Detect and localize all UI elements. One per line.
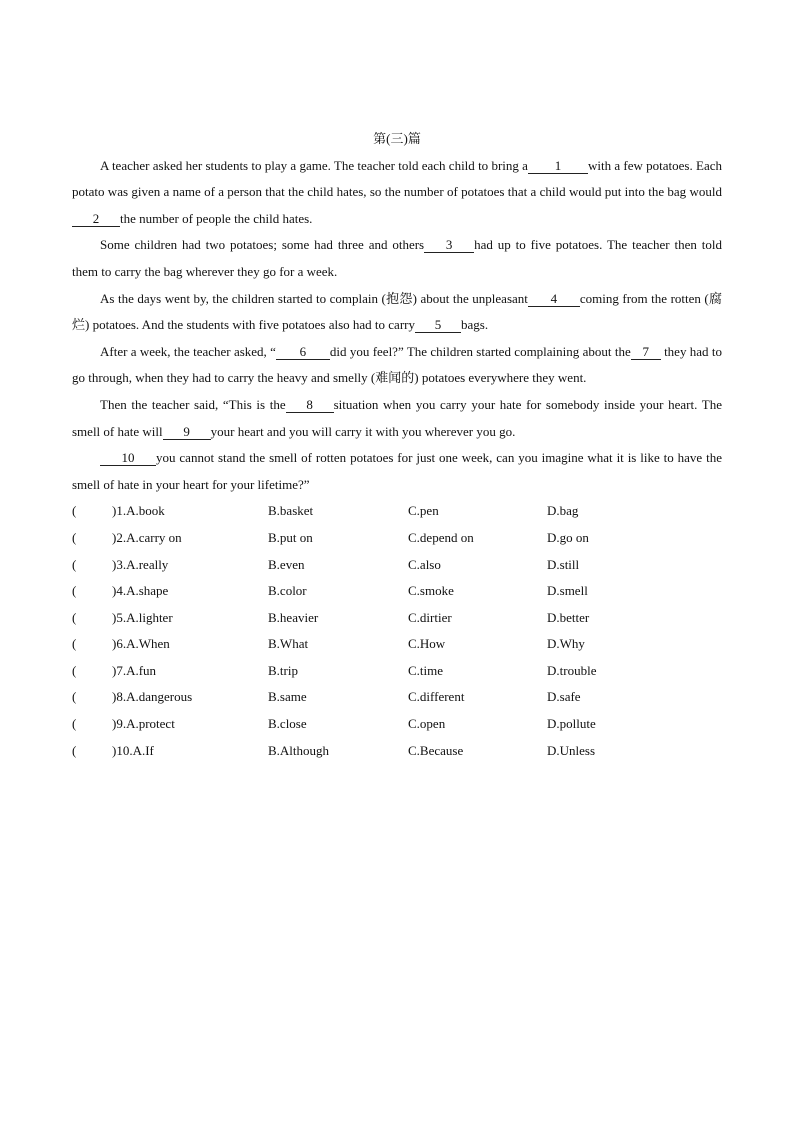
paragraph-text: situation when you carry your hate for somebody inside your heart. The smell of hate will bbox=[72, 396, 722, 439]
option-b: B.close bbox=[268, 716, 307, 732]
option-a: )4.A.shape bbox=[112, 583, 169, 599]
question-row bbox=[72, 552, 722, 579]
question-row bbox=[72, 738, 722, 765]
paragraph-text: As the days went by, the children started to complain (抱怨) about the unpleasant bbox=[100, 290, 528, 306]
option-a: )1.A.book bbox=[112, 503, 165, 519]
question-cell bbox=[72, 711, 268, 738]
option-d: D.Why bbox=[547, 636, 585, 652]
question-cell bbox=[72, 525, 268, 552]
question-cell bbox=[72, 631, 268, 658]
blank-2 bbox=[72, 212, 120, 227]
option-c: C.different bbox=[408, 689, 465, 705]
option-c: C.time bbox=[408, 662, 444, 678]
option-a: )8.A.dangerous bbox=[112, 689, 193, 705]
option-c: C.open bbox=[408, 716, 446, 732]
blank-number: 8 bbox=[306, 396, 313, 412]
document-page bbox=[72, 126, 722, 764]
option-d: D.trouble bbox=[547, 662, 597, 678]
paragraph-text: coming from the rotten (腐烂) potatoes. And the students with five potatoes also had to carry bbox=[72, 290, 722, 333]
answer-bracket-open[interactable]: ( bbox=[72, 583, 77, 599]
answer-bracket-open[interactable]: ( bbox=[72, 716, 77, 732]
option-d: D.pollute bbox=[547, 716, 596, 732]
blank-number: 6 bbox=[299, 343, 307, 359]
paragraph-text: your heart and you will carry it with you wherever you go. bbox=[210, 423, 516, 439]
blank-number: 5 bbox=[434, 317, 442, 333]
question-row bbox=[72, 631, 722, 658]
paragraph-text: A teacher asked her students to play a game. The teacher told each child to bring a bbox=[100, 157, 528, 173]
option-b: B.same bbox=[268, 689, 307, 705]
blank-number: 4 bbox=[550, 290, 558, 306]
question-cell bbox=[72, 498, 268, 525]
option-d: D.Unless bbox=[547, 742, 596, 758]
option-c: C.pen bbox=[408, 503, 439, 519]
blank-number: 10 bbox=[121, 450, 135, 466]
answer-bracket-open[interactable]: ( bbox=[72, 636, 77, 652]
option-b: B.trip bbox=[268, 662, 298, 678]
paragraph-text: you cannot stand the smell of rotten potatoes for just one week, can you imagine what it is like to have the smell of hate in your heart for your lifetime?” bbox=[72, 450, 722, 492]
question-cell bbox=[72, 605, 268, 632]
answer-bracket-open[interactable]: ( bbox=[72, 742, 77, 758]
question-cell bbox=[72, 738, 268, 765]
option-a: )9.A.protect bbox=[112, 716, 175, 732]
blank-number: 7 bbox=[642, 343, 649, 359]
paragraph-text: had up to five potatoes. The teacher then told them to carry the bag wherever they go for a week. bbox=[72, 237, 722, 279]
paragraph-4 bbox=[72, 339, 722, 392]
option-a: )7.A.fun bbox=[112, 662, 157, 678]
answer-bracket-open[interactable]: ( bbox=[72, 662, 77, 678]
question-row bbox=[72, 684, 722, 711]
paragraph-text: bags. bbox=[460, 317, 489, 333]
option-c: C.How bbox=[408, 636, 446, 652]
option-b: B.What bbox=[268, 636, 309, 652]
blank-number: 2 bbox=[92, 210, 100, 226]
question-row bbox=[72, 498, 722, 525]
paragraph-text: After a week, the teacher asked, “ bbox=[100, 343, 276, 359]
option-b: B.basket bbox=[268, 503, 314, 519]
option-d: D.go on bbox=[547, 529, 589, 545]
option-a: )2.A.carry on bbox=[112, 529, 182, 545]
paragraph-text: the number of people the child hates. bbox=[120, 210, 313, 226]
option-c: C.dirtier bbox=[408, 609, 452, 625]
passage-title: 第(三)篇 bbox=[373, 131, 421, 146]
answer-bracket-open[interactable]: ( bbox=[72, 689, 77, 705]
option-d: D.safe bbox=[547, 689, 581, 705]
answer-options bbox=[72, 498, 722, 764]
paragraph-text: they had to go through, when they had to carry the heavy and smelly (难闻的) potatoes everywhere they went. bbox=[72, 343, 722, 386]
option-b: B.color bbox=[268, 583, 307, 599]
answer-bracket-open[interactable]: ( bbox=[72, 556, 77, 572]
option-a: )5.A.lighter bbox=[112, 609, 173, 625]
blank-1 bbox=[528, 159, 588, 174]
question-cell bbox=[72, 684, 268, 711]
option-a: )3.A.really bbox=[112, 556, 169, 572]
paragraph-text: with a few potatoes. Each potato was given a name of a person that the child hates, so the number of potatoes that a child would put into the bag would bbox=[72, 157, 722, 200]
option-d: D.better bbox=[547, 609, 590, 625]
option-d: D.bag bbox=[547, 503, 579, 519]
option-c: C.depend on bbox=[408, 529, 474, 545]
answer-bracket-open[interactable]: ( bbox=[72, 503, 77, 519]
option-b: B.even bbox=[268, 556, 305, 572]
paragraph-text: Then the teacher said, “This is the bbox=[100, 396, 286, 412]
question-cell bbox=[72, 552, 268, 579]
option-b: B.heavier bbox=[268, 609, 319, 625]
question-cell bbox=[72, 578, 268, 605]
option-a: )10.A.If bbox=[112, 742, 154, 758]
question-row bbox=[72, 525, 722, 552]
option-b: B.put on bbox=[268, 529, 313, 545]
question-row bbox=[72, 658, 722, 685]
blank-7 bbox=[631, 345, 661, 360]
option-d: D.still bbox=[547, 556, 580, 572]
question-row bbox=[72, 605, 722, 632]
blank-5 bbox=[415, 318, 461, 333]
blank-9 bbox=[163, 425, 211, 440]
paragraph-text: Some children had two potatoes; some had three and others bbox=[100, 237, 425, 253]
blank-4 bbox=[528, 292, 580, 307]
option-d: D.smell bbox=[547, 583, 588, 599]
blank-number: 9 bbox=[183, 423, 190, 439]
blank-3 bbox=[424, 238, 474, 253]
blank-6 bbox=[276, 345, 330, 360]
answer-bracket-open[interactable]: ( bbox=[72, 529, 77, 545]
blank-8 bbox=[286, 398, 334, 413]
paragraph-1 bbox=[72, 153, 722, 233]
answer-bracket-open[interactable]: ( bbox=[72, 609, 77, 625]
paragraph-3 bbox=[72, 286, 722, 339]
option-c: C.Because bbox=[408, 742, 464, 758]
blank-number: 3 bbox=[445, 237, 453, 253]
option-c: C.also bbox=[408, 556, 441, 572]
blank-10 bbox=[100, 451, 156, 466]
question-row bbox=[72, 578, 722, 605]
question-cell bbox=[72, 658, 268, 685]
paragraph-6 bbox=[72, 445, 722, 498]
option-a: )6.A.When bbox=[112, 636, 170, 652]
paragraph-2 bbox=[72, 232, 722, 285]
paragraph-5 bbox=[72, 392, 722, 445]
option-c: C.smoke bbox=[408, 583, 454, 599]
question-row bbox=[72, 711, 722, 738]
blank-number: 1 bbox=[554, 157, 562, 173]
paragraph-text: did you feel?” The children started complaining about the bbox=[329, 343, 631, 359]
option-b: B.Although bbox=[268, 742, 330, 758]
